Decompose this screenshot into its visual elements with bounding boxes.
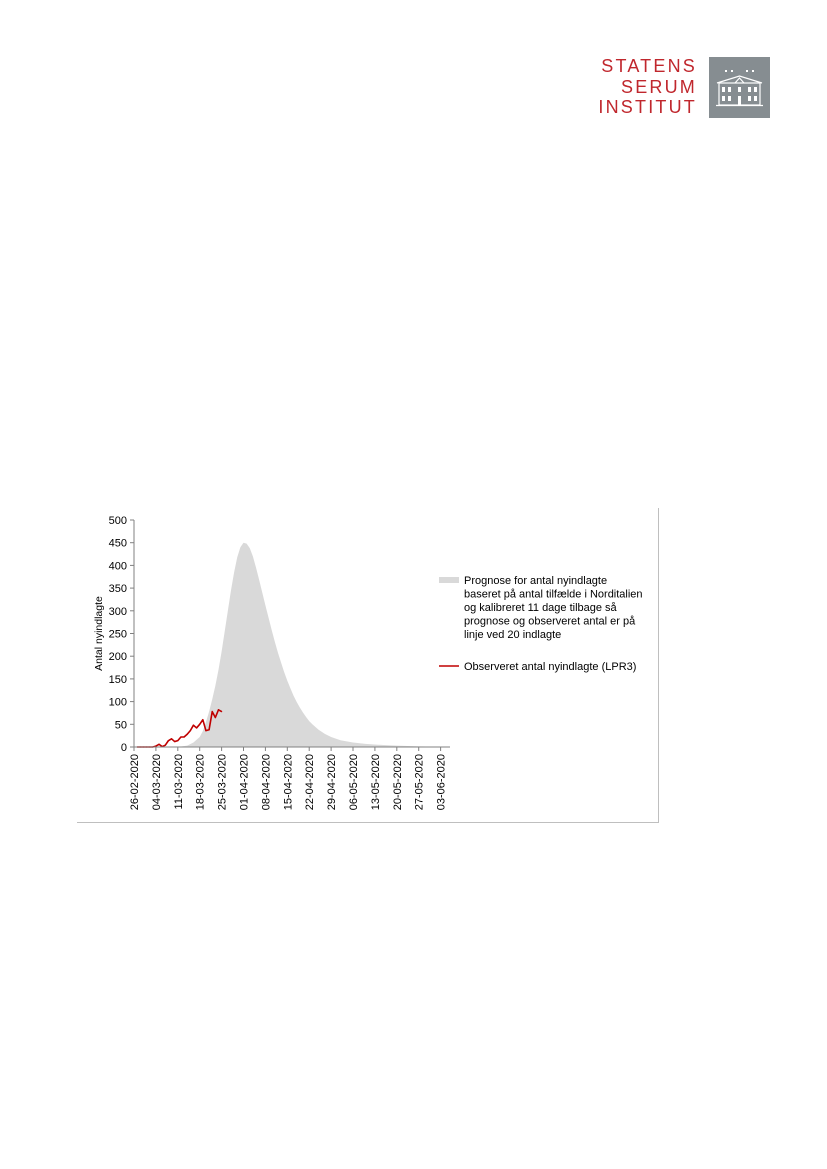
observed-point	[221, 711, 222, 712]
observed-point	[218, 709, 219, 710]
observed-point	[215, 717, 216, 718]
observed-point	[183, 736, 184, 737]
y-tick-label: 450	[108, 537, 127, 550]
y-tick-label: 0	[120, 742, 127, 754]
observed-point	[165, 745, 166, 746]
observed-point	[196, 727, 197, 728]
x-tick-label: 15-04-2020	[282, 754, 295, 811]
x-tick-label: 08-04-2020	[260, 754, 273, 811]
x-tick-label: 18-03-2020	[194, 754, 207, 811]
x-tick-label: 01-04-2020	[238, 754, 251, 811]
x-tick-label: 26-02-2020	[129, 754, 141, 811]
x-tick-label: 04-03-2020	[150, 754, 163, 811]
y-tick-label: 250	[108, 628, 127, 641]
legend-swatch-forecast	[439, 577, 459, 583]
building-icon	[709, 57, 770, 118]
y-tick-label: 200	[108, 651, 127, 664]
wordmark-line-3: INSTITUT	[598, 97, 697, 117]
y-tick-label: 500	[108, 515, 127, 527]
y-tick-label: 50	[114, 719, 127, 732]
x-tick-label: 13-05-2020	[369, 754, 382, 811]
y-tick-label: 300	[108, 605, 127, 618]
x-tick-label: 29-04-2020	[326, 754, 339, 811]
observed-point	[193, 725, 194, 726]
observed-point	[202, 719, 203, 720]
y-tick-label: 400	[108, 560, 127, 573]
observed-point	[212, 711, 213, 712]
observed-point	[177, 740, 178, 741]
observed-point	[208, 729, 209, 730]
observed-point	[168, 740, 169, 741]
x-tick-label: 11-03-2020	[172, 754, 185, 810]
observed-point	[190, 730, 191, 731]
wordmark-line-1: STATENS	[601, 56, 697, 76]
chart-frame	[77, 508, 659, 823]
x-tick-label: 20-05-2020	[391, 754, 404, 811]
x-tick-label: 25-03-2020	[216, 754, 229, 811]
y-tick-label: 150	[108, 673, 127, 686]
x-tick-label: 27-05-2020	[413, 754, 426, 811]
y-axis-label: Antal nyindlagte	[93, 596, 105, 671]
observed-point	[171, 738, 172, 739]
y-tick-label: 350	[108, 583, 127, 596]
legend-label-forecast: Prognose for antal nyindlagte baseret på antal tilfælde i Norditalien og kalibreret 11 dage tilbage så prognose og observeret antal er på linje ved 20 indlagte	[464, 575, 643, 641]
y-tick-label: 100	[108, 696, 127, 709]
prognosis-chart	[77, 508, 658, 822]
observed-point	[205, 730, 206, 731]
observed-point	[158, 744, 159, 745]
x-tick-label: 06-05-2020	[348, 754, 361, 811]
legend-label-observed: Observeret antal nyindlagte (LPR3)	[464, 661, 637, 673]
institute-wordmark	[598, 56, 697, 118]
observed-point	[174, 741, 175, 742]
x-tick-label: 03-06-2020	[435, 754, 448, 811]
x-tick-label: 22-04-2020	[304, 754, 317, 811]
observed-point	[180, 736, 181, 737]
forecast-area	[178, 543, 450, 747]
observed-point	[199, 724, 200, 725]
wordmark-line-2: SERUM	[620, 76, 697, 97]
observed-point	[187, 734, 188, 735]
